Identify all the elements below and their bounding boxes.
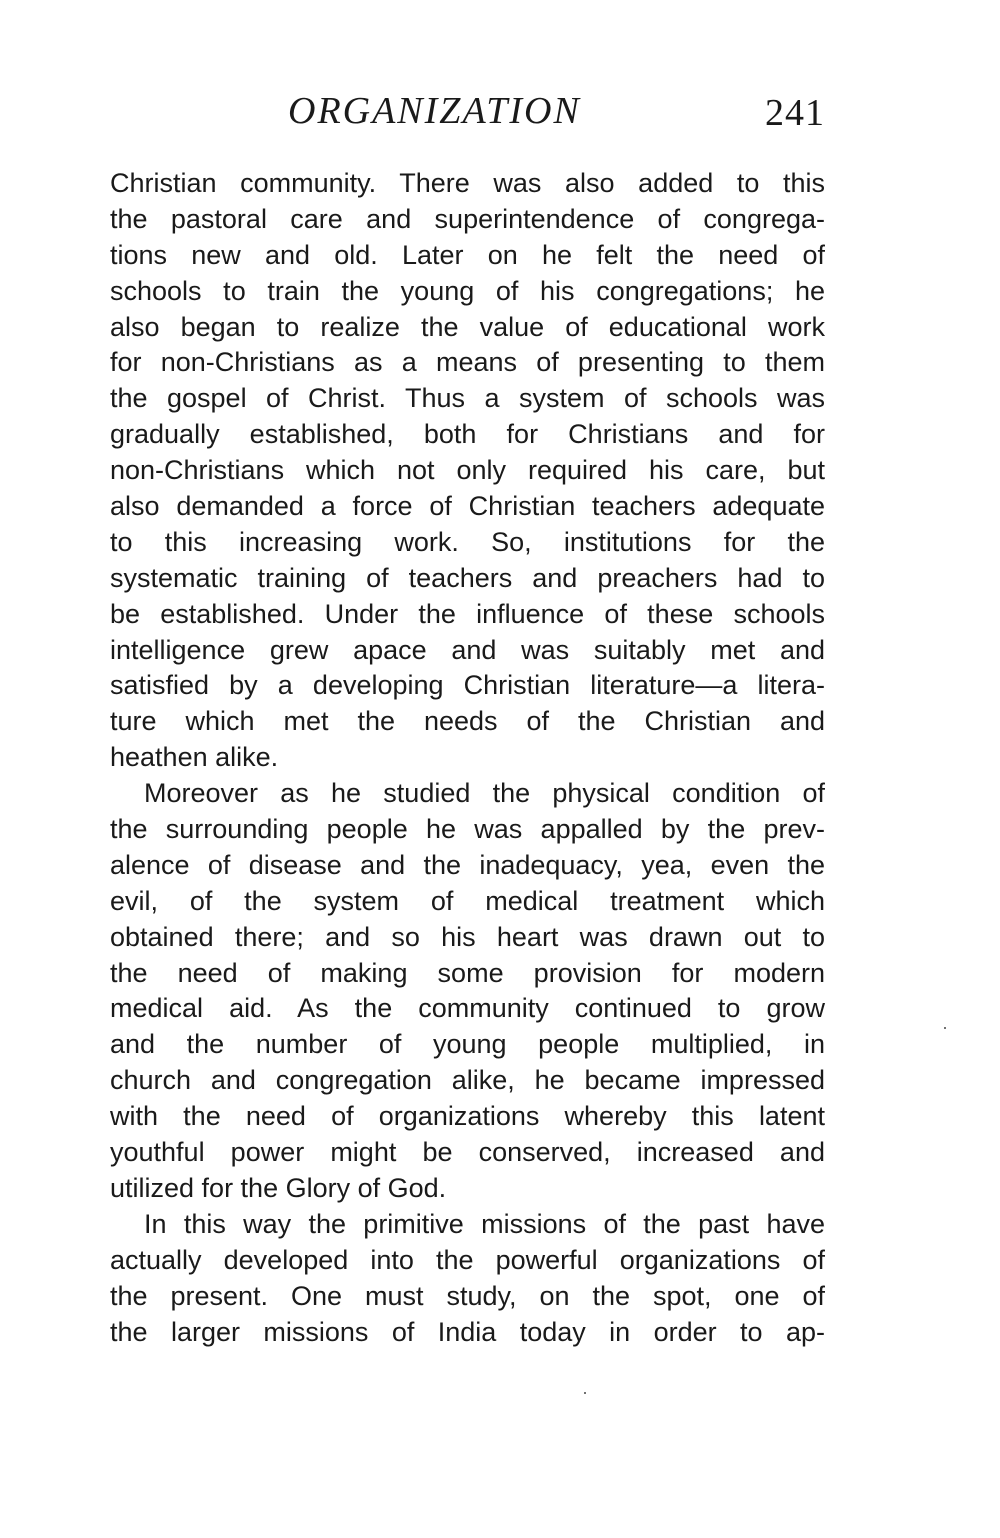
text-line: ture which met the needs of the Christian and <box>110 706 825 737</box>
text-line: for non-Christians as a means of presenting to them <box>110 347 825 378</box>
text-line: church and congregation alike, he became impressed <box>110 1065 825 1096</box>
text-line: alence of disease and the inadequacy, yea, even the <box>110 849 825 880</box>
text-line: to this increasing work. So, institutions for the <box>110 526 825 557</box>
text-line: satisfied by a developing Christian literature—a litera- <box>110 670 825 701</box>
text-line: gradually established, both for Christians and for <box>110 419 825 450</box>
text-line: the surrounding people he was appalled by the prev- <box>110 814 825 845</box>
text-line: Christian community. There was also added to this <box>110 168 825 198</box>
text-line: Moreover as he studied the physical condition of <box>144 778 825 809</box>
text-line: also began to realize the value of educational work <box>110 311 825 342</box>
text-line: youthful power might be conserved, increased and <box>110 1137 825 1168</box>
text-line: evil, of the system of medical treatment which <box>110 885 825 916</box>
text-line: the gospel of Christ. Thus a system of schools was <box>110 383 825 414</box>
running-title: ORGANIZATION <box>288 90 581 132</box>
print-speck <box>584 1392 586 1394</box>
text-line: tions new and old. Later on he felt the need of <box>110 239 825 270</box>
text-line: actually developed into the powerful organizations of <box>110 1244 825 1275</box>
text-line: non-Christians which not only required his care, but <box>110 455 825 486</box>
text-line: In this way the primitive missions of the past have <box>144 1208 825 1239</box>
text-line: the larger missions of India today in order to ap- <box>110 1316 825 1347</box>
paragraph-1 <box>110 166 825 776</box>
text-line: with the need of organizations whereby this latent <box>110 1101 825 1132</box>
print-speck <box>944 1027 946 1029</box>
text-line: the present. One must study, on the spot, one of <box>110 1280 825 1311</box>
text-line: be established. Under the influence of these schools <box>110 598 825 629</box>
text-line: heathen alike. <box>110 742 279 773</box>
body-text <box>110 166 825 1350</box>
text-line: intelligence grew apace and was suitably met and <box>110 634 825 665</box>
text-line: also demanded a force of Christian teachers adequate <box>110 491 825 522</box>
text-line: schools to train the young of his congregations; he <box>110 275 825 306</box>
text-line: the pastoral care and superintendence of congrega- <box>110 203 825 234</box>
running-head <box>110 88 825 138</box>
text-line: and the number of young people multiplied, in <box>110 1029 825 1060</box>
text-line: obtained there; and so his heart was drawn out to <box>110 921 825 952</box>
text-line: systematic training of teachers and preachers had to <box>110 562 825 593</box>
text-line: utilized for the Glory of God. <box>110 1172 447 1203</box>
paragraph-3 <box>110 1207 825 1351</box>
text-line: the need of making some provision for modern <box>110 957 825 988</box>
page-number: 241 <box>765 92 825 134</box>
paragraph-2 <box>110 776 825 1207</box>
text-line: medical aid. As the community continued to grow <box>110 993 825 1024</box>
